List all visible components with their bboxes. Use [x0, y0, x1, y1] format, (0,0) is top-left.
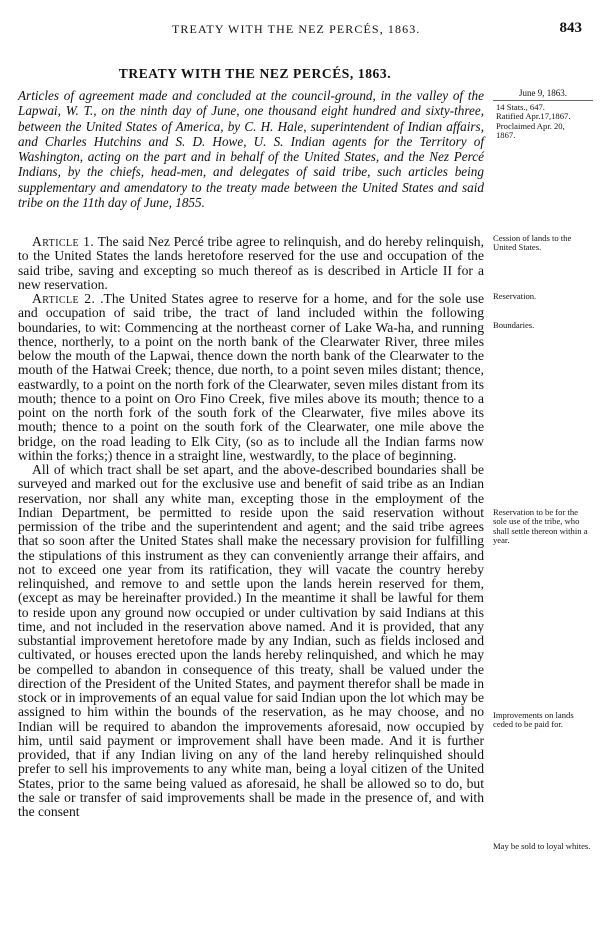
article-2 — [18, 292, 484, 463]
page-number: 843 — [559, 20, 582, 36]
margin-note-boundaries: Boundaries. — [493, 320, 535, 330]
ratified-date: Ratified Apr.17,1867. — [496, 111, 571, 122]
margin-note-set-apart: Reservation to be for the sole use of the tribe, who shall settle thereon within a year. — [493, 507, 588, 545]
margin-note-improvements: Improvements on lands ceded to be paid for. — [493, 710, 574, 730]
statute-note — [496, 103, 596, 140]
article-1-label: Article 1. — [32, 234, 95, 249]
proclaimed-date: Proclaimed Apr. 20, — [496, 120, 565, 131]
running-header: TREATY WITH THE NEZ PERCÉS, 1863. — [172, 22, 421, 36]
treaty-title: TREATY WITH THE NEZ PERCÉS, 1863. — [118, 66, 392, 81]
article-2-text: .The United States agree to reserve for a home, and for the sole use and occupation of said tribe, the tract of land included within the following boundaries, to wit: Commencing at the northeast corner of Lake Wa-ha, and running thence, northerly, to a point on the north bank of the Clearwater River, three miles below the mouth of the Lapwai, thence down the north bank of the Clearwater to the mouth of the Hatwai Creek; thence, due north, to a point seven miles distant; thence, eastwardly, to a point on the north fork of the Clearwater, seven miles distant from its mouth; thence to a point on Oro Fino Creek, five miles above its mouth; thence to a point on the north fork of the south fork of the Clearwater, five miles above its mouth; thence to a point on the south fork of the Clearwater, one mile above the bridge, on the road leading to Elk City, (so as to include all the Indian farms now within the forks;) thence in a straight line, westwardly, to the place of beginning. — [18, 291, 484, 463]
statute-citation: 14 Stats., 647. — [496, 102, 545, 112]
margin-note-cession: Cession of lands to the United States. — [493, 233, 572, 253]
proclaimed-year: 1867. — [496, 129, 516, 140]
date-note: June 9, 1863. — [493, 88, 593, 101]
margin-note-sold: May be sold to loyal whites. — [493, 841, 591, 851]
article-2-label: Article 2. — [32, 291, 96, 306]
article-1-text: The said Nez Percé tribe agree to relinquish, and do hereby relinquish, to the United States the lands heretofore reserved for the use and occupation of the said tribe, saving and excepting so much thereof as is described in Article II for a new reservation. — [18, 234, 484, 292]
treaty-body — [18, 235, 484, 819]
margin-note-reservation: Reservation. — [493, 291, 537, 301]
preamble: Articles of agreement made and concluded at the council-ground, in the valley of the Lapwai, W. T., on the ninth day of June, one thousand eight hundred and sixty-three, between the United States of America, by C. H. Hale, superintendent of Indian affairs, and Charles Hutchins and S. D. Howe, U. S. Indian agents for the Territory of Washington, acting on the part and in behalf of the United States, and the Nez Percé Indians, by the chiefs, head-men, and delegates of said tribe, such articles being supplementary and amendatory to the treaty made between the United States and said tribe on the 11th day of June, 1855. — [18, 88, 484, 211]
article-1 — [18, 235, 484, 292]
paragraph-tract: All of which tract shall be set apart, and the above-described boundaries shall be surveyed and marked out for the exclusive use and benefit of said tribe as an Indian reservation, nor shall any white man, excepting those in the employment of the Indian Department, be permitted to reside upon the said reservation without permission of the tribe and the superintendent and agent; and the said tribe agrees that so soon after the United States shall make the necessary provision for fulfilling the stipulations of this instrument as they can conveniently arrange their affairs, and not to exceed one year from its ratification, they will vacate the country hereby relinquished, and remove to and settle upon the lands herein reserved for them, (except as may be hereinafter provided.) In the meantime it shall be lawful for them to reside upon any ground now occupied or under cultivation by said Indians at this time, and not included in the reservation above named. And it is provided, that any substantial improvement heretofore made by any Indian, such as fields inclosed and cultivated, or houses erected upon the lands hereby relinquished, and which he may be compelled to abandon in consequence of this treaty, shall be valued under the direction of the President of the United States, and payment therefor shall be made in stock or in improvements of an equal value for said Indian upon the lot which may be assigned to him within the bounds of the reservation, as he may choose, and no Indian will be required to abandon the improvements aforesaid, now occupied by him, until said payment or improvement shall have been made. And it is further provided, that if any Indian living on any of the land hereby relinquished should prefer to sell his improvements to any white man, being a loyal citizen of the United States, prior to the same being valued as aforesaid, he shall be allowed so to do, but the sale or transfer of said improvements shall be made in the presence of, and with the consent — [18, 462, 484, 819]
